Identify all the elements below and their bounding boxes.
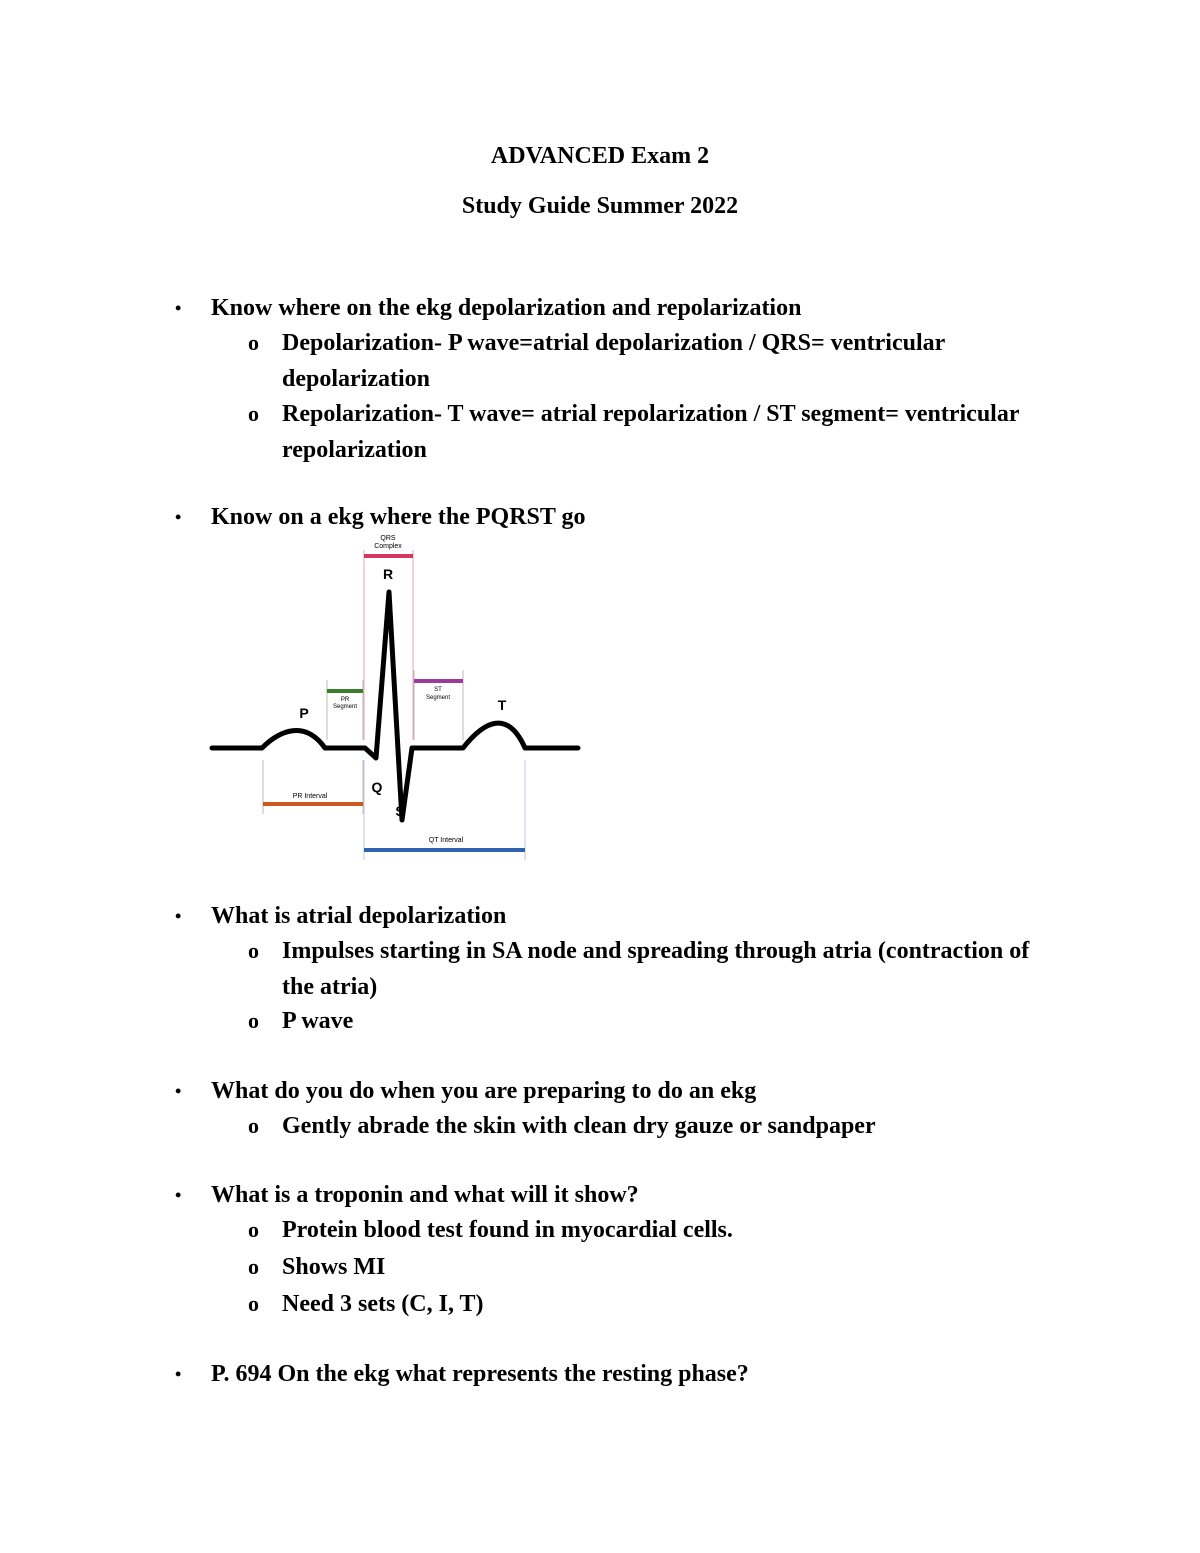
- qrs-complex-bar: [364, 554, 413, 558]
- qt-interval-bar: [364, 848, 525, 852]
- pr-interval-label: PR Interval: [292, 793, 328, 800]
- sub-bullet-icon: o: [248, 1254, 259, 1279]
- question-text: Know where on the ekg depolarization and repolarization: [211, 295, 802, 321]
- answer-text: Shows MI: [282, 1254, 386, 1280]
- sub-bullet-icon: o: [248, 1008, 259, 1033]
- qrs-complex-label: Complex: [374, 543, 402, 550]
- bullet-icon: •: [175, 1081, 182, 1101]
- page-subtitle: Study Guide Summer 2022: [461, 193, 739, 219]
- bullet-icon: •: [175, 906, 182, 926]
- sub-bullet-icon: o: [248, 401, 259, 426]
- question-text: P. 694 On the ekg what represents the resting phase?: [211, 1361, 749, 1387]
- p-wave-label: P: [299, 705, 309, 721]
- bullet-icon: •: [175, 507, 182, 527]
- t-wave-label: T: [497, 697, 507, 713]
- pr-segment-label: PR: [340, 697, 350, 703]
- sub-bullet-icon: o: [248, 1113, 259, 1138]
- qt-interval-label: QT Interval: [428, 837, 464, 844]
- question-text: What is atrial depolarization: [211, 903, 507, 929]
- answer-text: Repolarization- T wave= atrial repolarization / ST segment= ventricular repolarization: [282, 401, 1020, 463]
- question-text: Know on a ekg where the PQRST go: [211, 504, 586, 530]
- answer-text: Gently abrade the skin with clean dry gauze or sandpaper: [282, 1113, 876, 1139]
- answer-text: Depolarization- P wave=atrial depolarization / QRS= ventricular depolarization: [282, 330, 945, 392]
- s-wave-label: S: [395, 803, 405, 819]
- answer-text: Protein blood test found in myocardial cells.: [282, 1217, 733, 1243]
- sub-bullet-icon: o: [248, 938, 259, 963]
- answer-text: P wave: [282, 1008, 354, 1034]
- sub-bullet-icon: o: [248, 330, 259, 355]
- question-text: What do you do when you are preparing to do an ekg: [211, 1078, 757, 1104]
- st-segment-label: Segment: [425, 695, 451, 701]
- r-wave-label: R: [382, 566, 394, 582]
- pr-interval-bar: [263, 802, 363, 806]
- bullet-icon: •: [175, 1185, 182, 1205]
- ekg-trace: [212, 592, 578, 820]
- sub-bullet-icon: o: [248, 1217, 259, 1242]
- bullet-icon: •: [175, 1364, 182, 1384]
- bullet-icon: •: [175, 298, 182, 318]
- st-segment-label: ST: [434, 687, 442, 693]
- pr-segment-bar: [327, 689, 363, 693]
- st-segment-bar: [414, 679, 463, 683]
- question-text: What is a troponin and what will it show?: [211, 1182, 639, 1208]
- answer-text: Impulses starting in SA node and spreading through atria (contraction of the atria): [282, 938, 1030, 1000]
- qrs-complex-label: QRS: [380, 535, 396, 542]
- answer-text: Need 3 sets (C, I, T): [282, 1291, 484, 1317]
- page-title: ADVANCED Exam 2: [490, 143, 710, 169]
- ekg-diagram: [200, 530, 600, 865]
- q-wave-label: Q: [371, 779, 383, 795]
- sub-bullet-icon: o: [248, 1291, 259, 1316]
- pr-segment-label: Segment: [332, 704, 358, 710]
